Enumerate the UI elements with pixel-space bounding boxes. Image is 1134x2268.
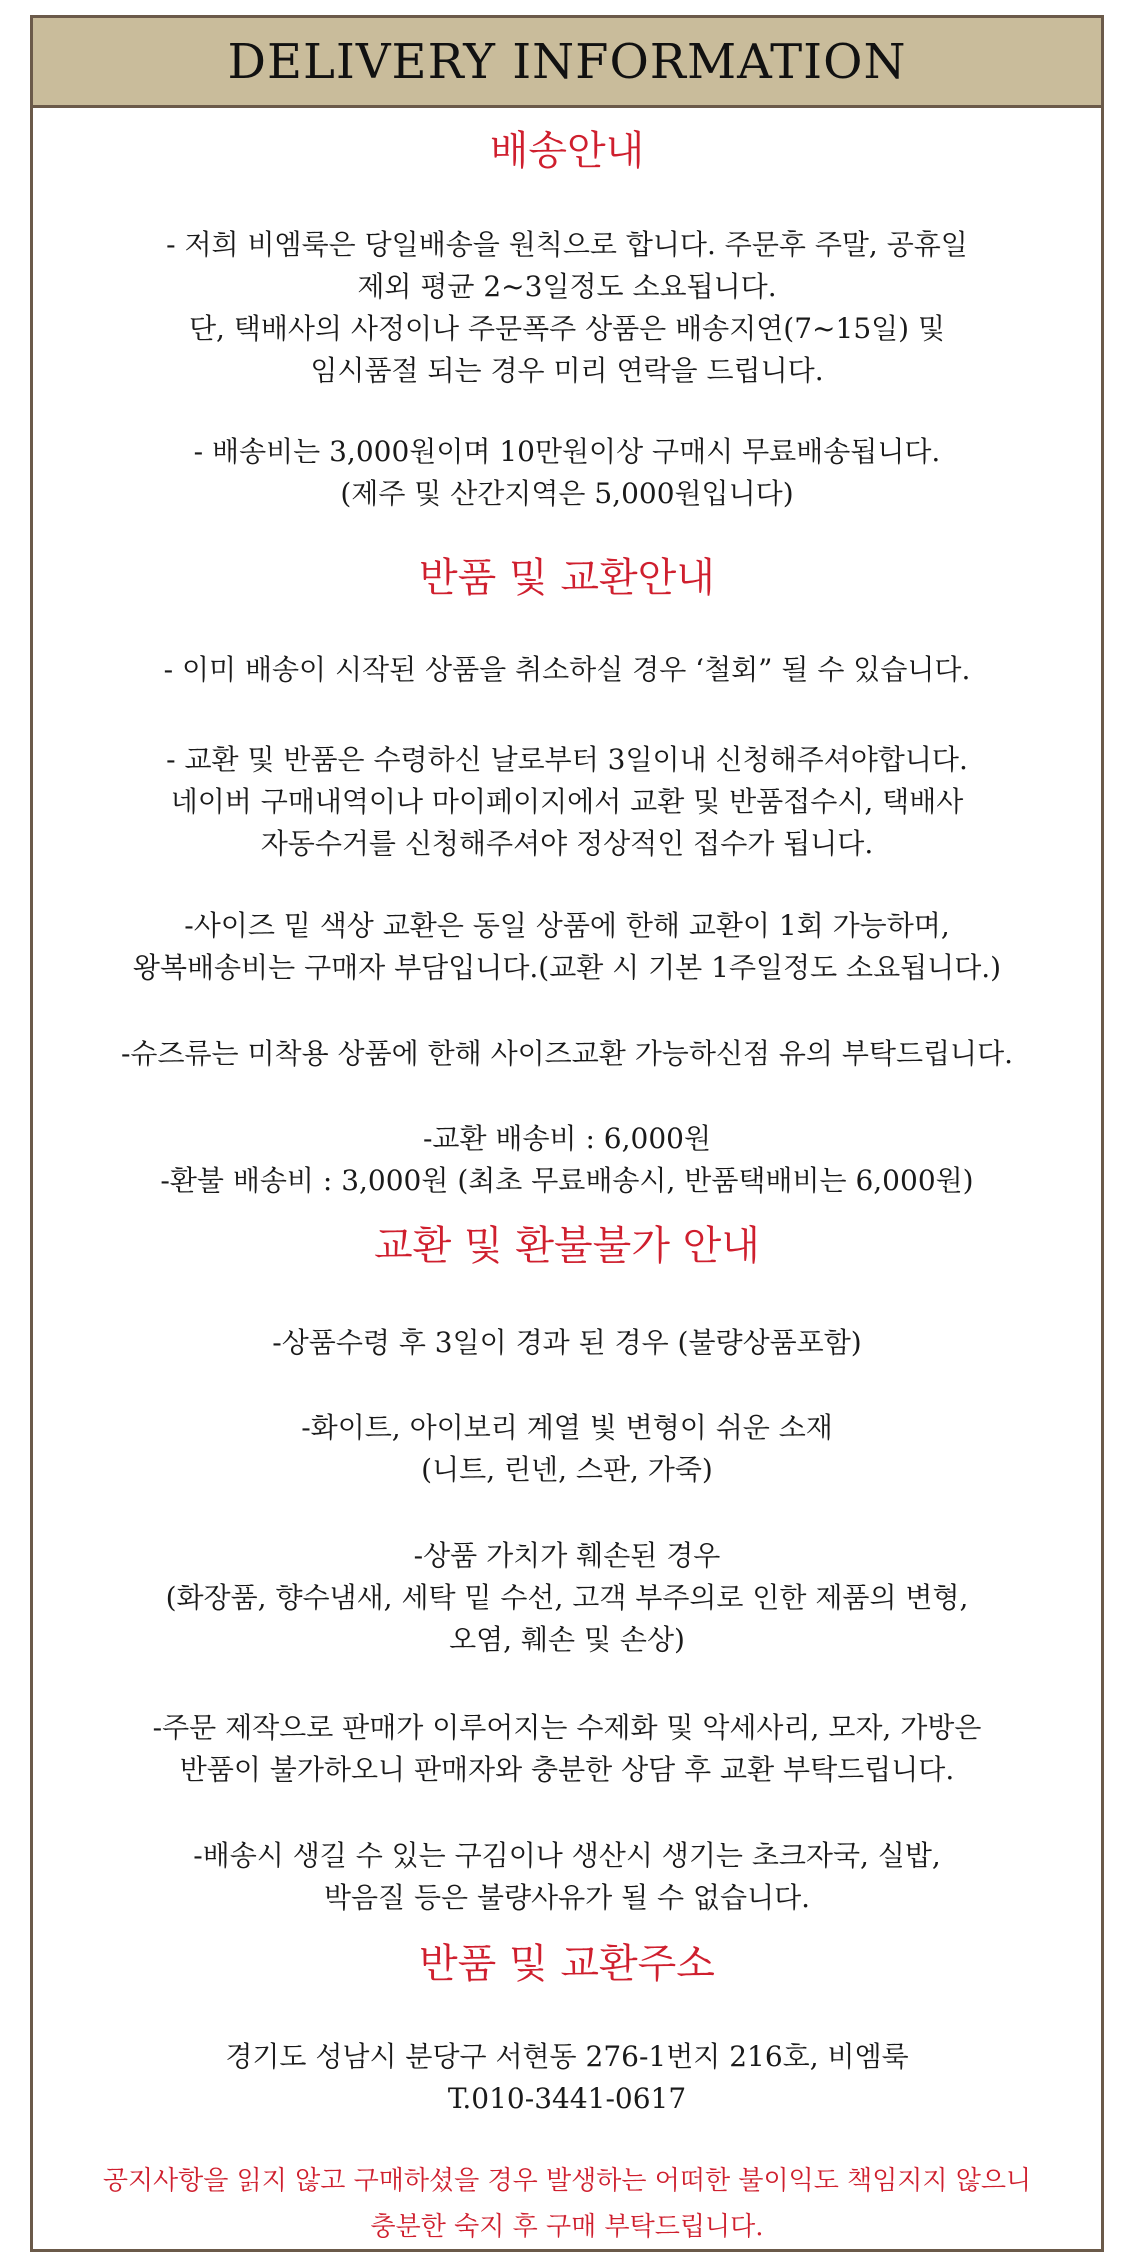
delivery-info-panel: [30, 15, 1104, 2252]
text-line: 자동수거를 신청해주셔야 정상적인 접수가 됩니다.: [260, 827, 874, 860]
text-line: -주문 제작으로 판매가 이루어지는 수제화 및 악세사리, 모자, 가방은: [152, 1711, 982, 1744]
section-heading-address: 반품 및 교환주소: [419, 1941, 715, 1987]
return-paragraph-2: [33, 739, 1101, 865]
phone-number: T.010-3441-0617: [447, 2082, 687, 2115]
text-line: -교환 배송비 : 6,000원: [422, 1122, 712, 1155]
purchase-notice: [33, 2158, 1101, 2250]
return-paragraph-4: [33, 1033, 1101, 1075]
text-line: - 저희 비엠룩은 당일배송을 원칙으로 합니다. 주문후 주말, 공휴일: [166, 228, 968, 261]
notice-line: 공지사항을 읽지 않고 구매하셨을 경우 발생하는 어떠한 불이익도 책임지지 않으니: [102, 2166, 1032, 2196]
section-heading-delivery: 배송안내: [489, 128, 645, 174]
no-return-paragraph-2: [33, 1407, 1101, 1491]
delivery-paragraph-2: [33, 431, 1101, 515]
text-line: -상품수령 후 3일이 경과 된 경우 (불량상품포함): [272, 1326, 862, 1359]
text-line: 단, 택배사의 사정이나 주문폭주 상품은 배송지연(7~15일) 및: [188, 312, 946, 345]
notice-line: 충분한 숙지 후 구매 부탁드립니다.: [370, 2212, 764, 2242]
text-line: -슈즈류는 미착용 상품에 한해 사이즈교환 가능하신점 유의 부탁드립니다.: [120, 1037, 1014, 1070]
text-line: - 이미 배송이 시작된 상품을 취소하실 경우 ‘철회” 될 수 있습니다.: [163, 653, 971, 686]
text-line: 임시품절 되는 경우 미리 연락을 드립니다.: [310, 354, 824, 387]
text-line: 박음질 등은 불량사유가 될 수 없습니다.: [323, 1881, 811, 1914]
text-line: (제주 및 산간지역은 5,000원입니다): [340, 477, 794, 510]
page-title: DELIVERY INFORMATION: [33, 18, 1101, 108]
text-line: -사이즈 밑 색상 교환은 동일 상품에 한해 교환이 1회 가능하며,: [184, 909, 950, 942]
return-paragraph-5: [33, 1118, 1101, 1202]
section-heading-return: 반품 및 교환안내: [419, 555, 715, 601]
text-line: - 교환 및 반품은 수령하신 날로부터 3일이내 신청해주셔야합니다.: [166, 743, 968, 776]
text-line: 왕복배송비는 구매자 부담입니다.(교환 시 기본 1주일정도 소요됩니다.): [132, 951, 1002, 984]
text-line: 네이버 구매내역이나 마이페이지에서 교환 및 반품접수시, 택배사: [170, 785, 964, 818]
return-address: [33, 2036, 1101, 2120]
address-line: 경기도 성남시 분당구 서현동 276-1번지 216호, 비엠룩: [225, 2040, 909, 2073]
text-line: -환불 배송비 : 3,000원 (최초 무료배송시, 반품택배비는 6,000원): [160, 1164, 974, 1197]
no-return-paragraph-5: [33, 1835, 1101, 1919]
no-return-paragraph-1: [33, 1322, 1101, 1364]
text-line: (니트, 린넨, 스판, 가죽): [421, 1453, 713, 1486]
text-line: -상품 가치가 훼손된 경우: [413, 1539, 721, 1572]
no-return-paragraph-3: [33, 1535, 1101, 1661]
text-line: 제외 평균 2~3일정도 소요됩니다.: [357, 270, 777, 303]
text-line: 오염, 훼손 및 손상): [449, 1623, 685, 1656]
text-line: -화이트, 아이보리 계열 빛 변형이 쉬운 소재: [301, 1411, 833, 1444]
text-line: -배송시 생길 수 있는 구김이나 생산시 생기는 초크자국, 실밥,: [193, 1839, 941, 1872]
return-paragraph-1: [33, 649, 1101, 691]
section-heading-no-return: 교환 및 환불불가 안내: [374, 1223, 760, 1269]
text-line: - 배송비는 3,000원이며 10만원이상 구매시 무료배송됩니다.: [193, 435, 941, 468]
no-return-paragraph-4: [33, 1707, 1101, 1791]
text-line: (화장품, 향수냄새, 세탁 밑 수선, 고객 부주의로 인한 제품의 변형,: [165, 1581, 969, 1614]
return-paragraph-3: [33, 905, 1101, 989]
text-line: 반품이 불가하오니 판매자와 충분한 상담 후 교환 부탁드립니다.: [179, 1753, 955, 1786]
delivery-paragraph-1: [33, 224, 1101, 392]
